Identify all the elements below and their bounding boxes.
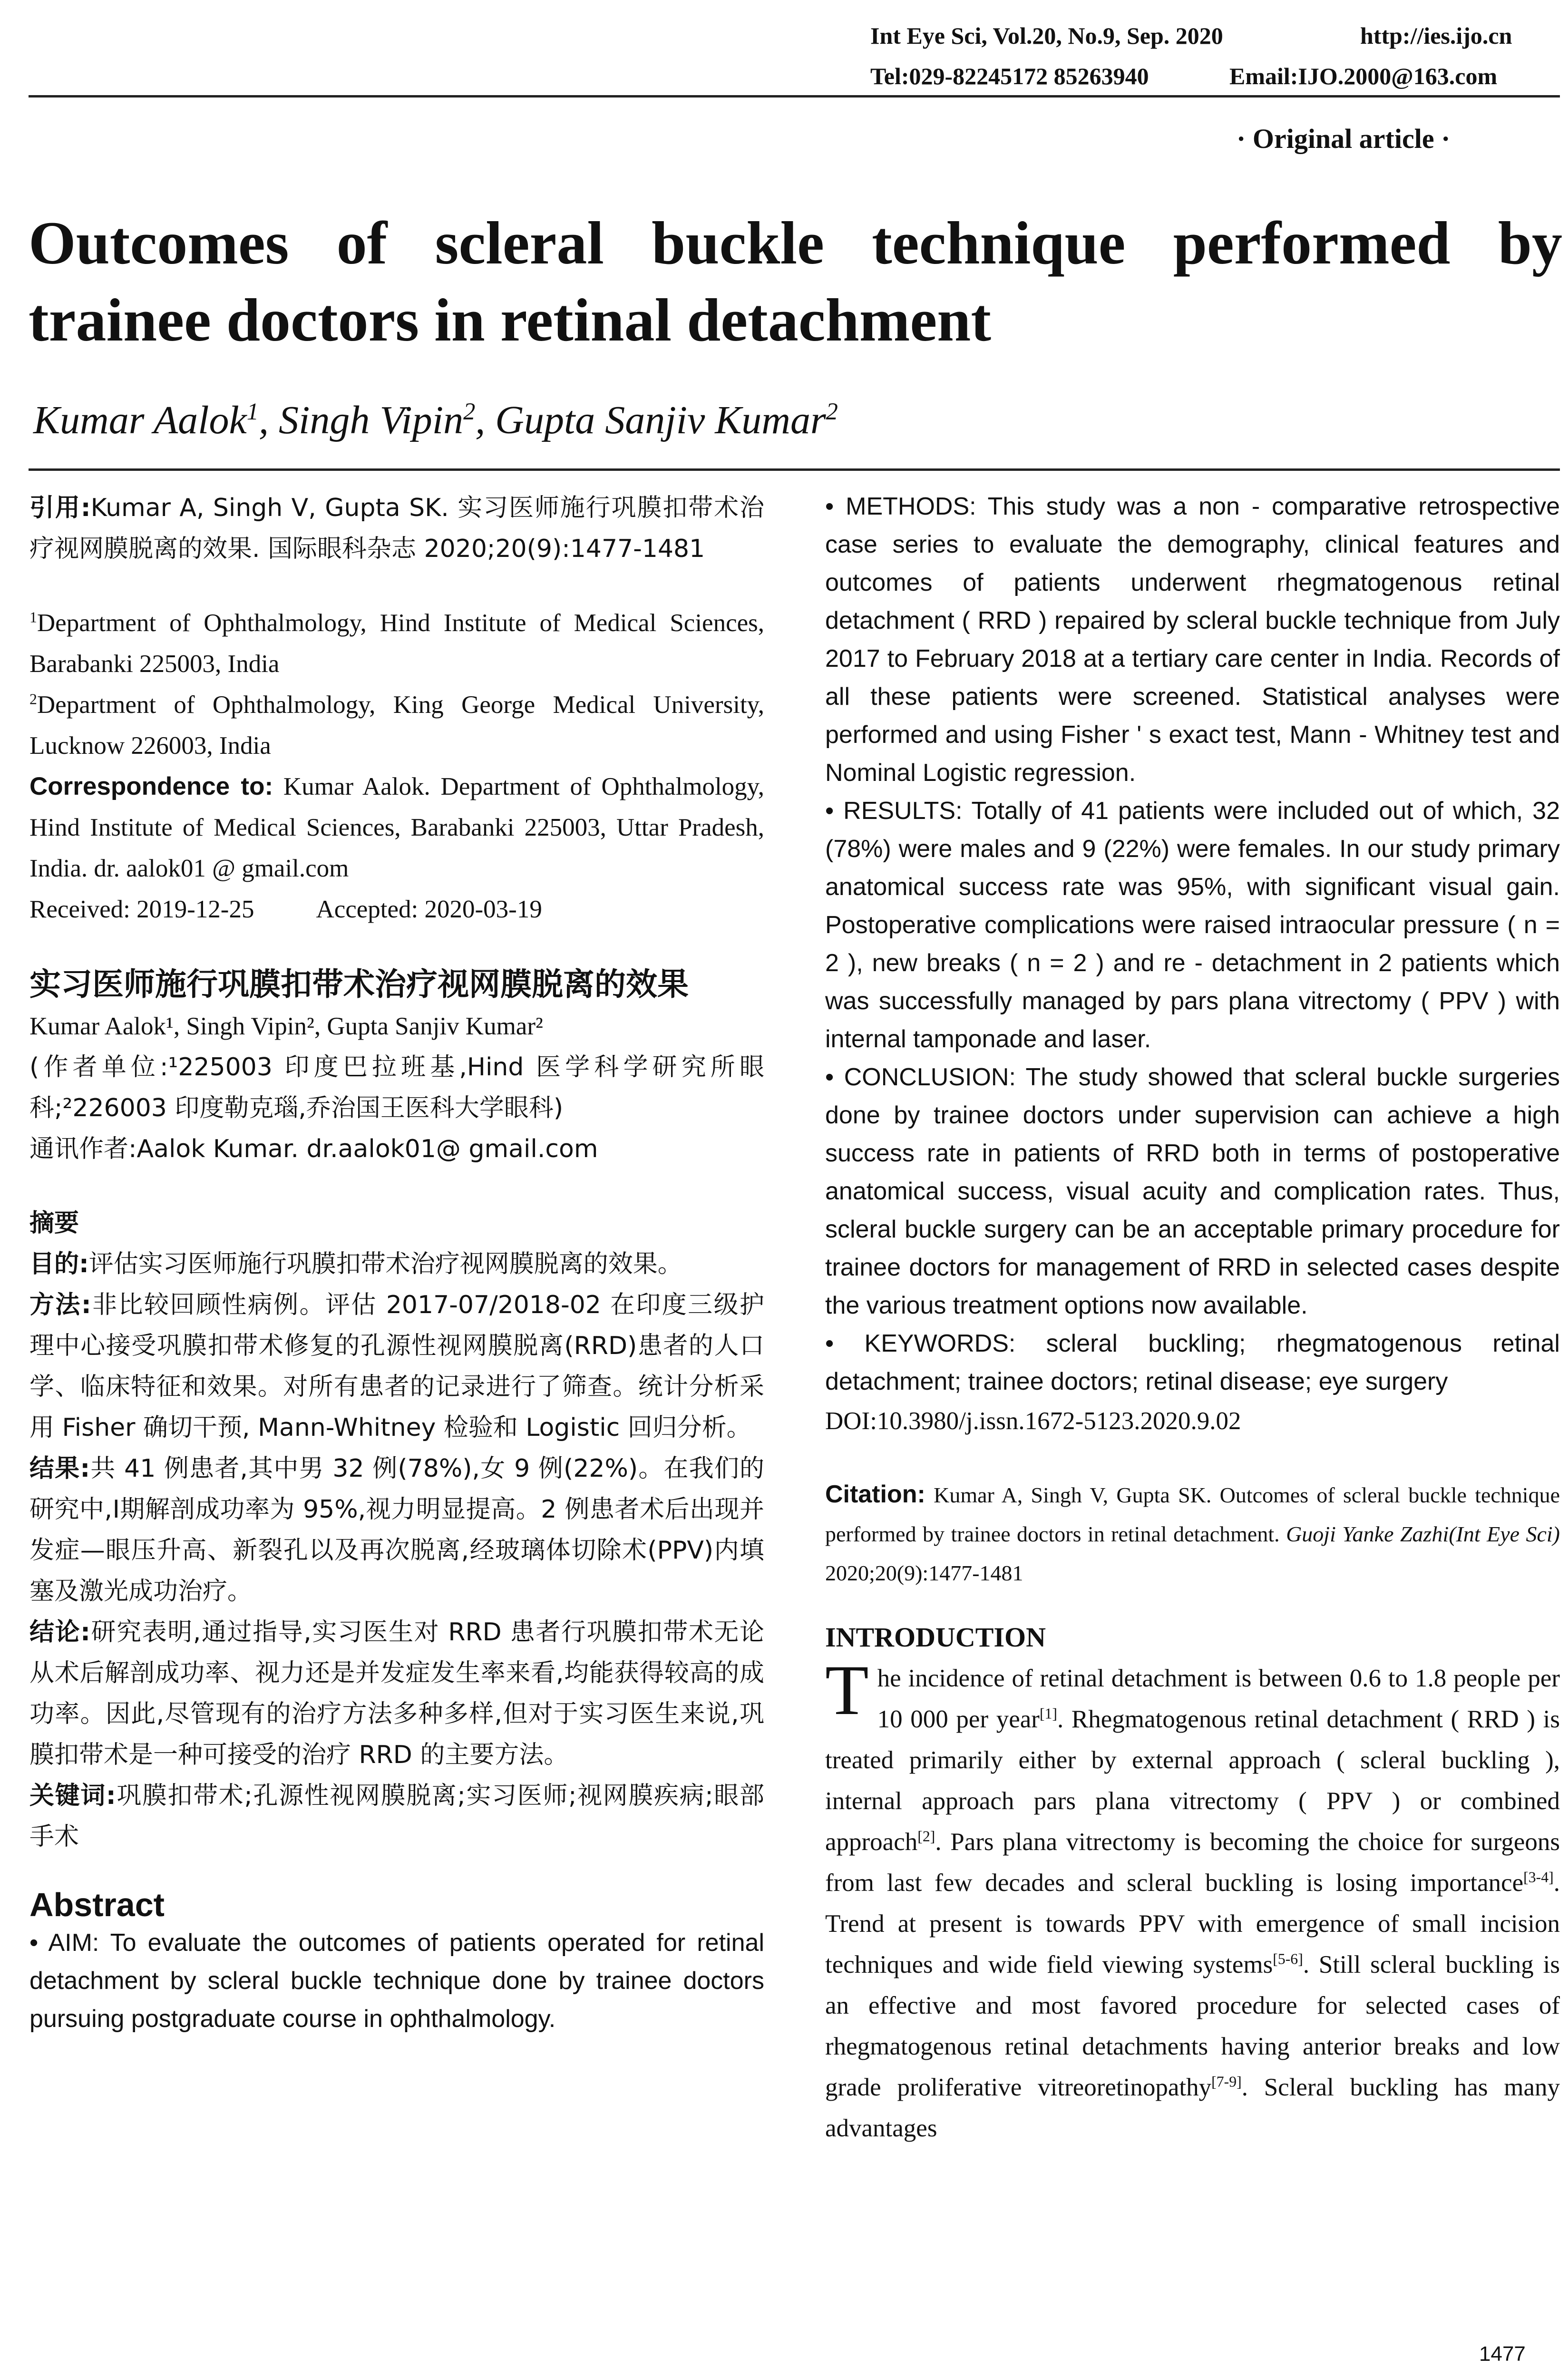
title-rule	[29, 468, 1560, 471]
right-column	[825, 487, 1560, 2149]
intro-text: . Pars plana vitrectomy is becoming the choice for surgeons from last few decades and scleral buckling is losing importance	[825, 1828, 1560, 1897]
affiliation-text: Department of Ophthalmology, Hind Institute of Medical Sciences, Barabanki 225003, India	[29, 609, 764, 678]
intro-text: he incidence of retinal detachment is between 0.6 to 1.8 people per 10 000 per year	[877, 1665, 1560, 1733]
citation	[825, 1475, 1560, 1593]
correspondence	[29, 766, 764, 889]
reference-mark: [3-4]	[1523, 1869, 1554, 1886]
citation-text: Kumar A, Singh V, Gupta SK. Outcomes of scleral buckle technique performed by trainee doctors in retinal detachment.	[825, 1483, 1560, 1546]
intro-text: . Still scleral buckling is an effective and most favored procedure for selected cases of rhegmatogenous retinal detachments having anterior breaks and low grade proliferative vitreoretinopathy	[825, 1951, 1560, 2101]
chinese-title: 实习医师施行巩膜扣带术治疗视网膜脱离的效果	[29, 966, 689, 1003]
abstract-methods: • METHODS: This study was a non - comparative retrospective case series to evaluate the demography, clinical features and outcomes of patients underwent rhegmatogenous retinal detachment ( RRD ) repaired by scleral buckle technique from July 2017 to February 2018 at a tertiary care center in India. Records of all these patients were screened. Statistical analyses were performed and using Fisher ' s exact test, Mann - Whitney test and Nominal Logistic regression.	[825, 493, 1560, 787]
affiliation-2	[29, 684, 764, 766]
author-name: Kumar Aalok	[33, 398, 247, 442]
chinese-aim	[29, 1244, 764, 1285]
doi: DOI:10.3980/j.issn.1672-5123.2020.9.02	[825, 1407, 1241, 1435]
abstract-results: • RESULTS: Totally of 41 patients were included out of which, 32 (78%) were males and 9 (22%) were females. In our study primary anatomical success rate was 95%, with significant visual gain. Postoperative complications were raised intraocular pressure ( n = 2 ), new breaks ( n = 2 ) and re - detachment in 2 patients which was successfully managed by pars plana vitrectomy ( PPV ) with internal tamponade and laser.	[825, 797, 1560, 1053]
article-title	[29, 205, 1562, 359]
title-line-1: Outcomes of scleral buckle technique performed by	[29, 209, 1562, 277]
chinese-units: (作者单位:¹225003 印度巴拉班基,Hind 医学科学研究所眼科;²226003 印度勒克瑙,乔治国王医科大学眼科)	[29, 1053, 764, 1122]
author-name: Gupta Sanjiv Kumar	[495, 398, 826, 442]
journal-tel: Tel:029-82245172 85263940	[870, 63, 1149, 89]
cite-label: 引用:	[29, 494, 91, 522]
author-affiliation-sup: 2	[463, 398, 476, 425]
chinese-conclusion	[29, 1612, 764, 1775]
abstract-heading: Abstract	[29, 1886, 165, 1923]
author-affiliation-sup: 2	[826, 398, 838, 425]
title-line-2: trainee doctors in retinal detachment	[29, 286, 991, 354]
journal-url: http://ies.ijo.cn	[1360, 22, 1512, 49]
correspondence-label: Correspondence to:	[29, 772, 273, 800]
citation-tail: 2020;20(9):1477-1481	[825, 1561, 1023, 1585]
chinese-methods	[29, 1285, 764, 1448]
header-rule	[29, 95, 1560, 97]
keywords-label: 关键词:	[29, 1782, 116, 1810]
affiliation-sup: 2	[29, 691, 37, 708]
affiliation-1	[29, 603, 764, 684]
chinese-results	[29, 1448, 764, 1612]
affiliation-text: Department of Ophthalmology, King George Medical University, Lucknow 226003, India	[29, 691, 764, 760]
conclusion-label: 结论:	[29, 1618, 90, 1646]
reference-mark: [5-6]	[1273, 1950, 1303, 1968]
correspondence-text: Kumar Aalok. Department of Ophthalmology, Hind Institute of Medical Sciences, Barabanki 225003, Uttar Pradesh, India. dr. aalok01 @ gmail.com	[29, 773, 764, 882]
drop-cap: T	[825, 1651, 869, 1730]
cite-text: Kumar A, Singh V, Gupta SK. 实习医师施行巩膜扣带术治疗视网膜脱离的效果. 国际眼科杂志 2020;20(9):1477-1481	[29, 494, 764, 563]
introduction-paragraph	[825, 1651, 1560, 2149]
chinese-citation	[29, 487, 764, 569]
journal-email: Email:IJO.2000@163.com	[1229, 63, 1498, 89]
reference-mark: [2]	[917, 1828, 935, 1845]
author-separator: ,	[475, 398, 496, 442]
intro-text: . Trend at present is towards PPV with emergence of small incision techniques and wide field viewing systems	[825, 1869, 1560, 1978]
author-list	[33, 397, 838, 443]
accepted-date: Accepted: 2020-03-19	[316, 896, 542, 923]
aim-label: 目的:	[29, 1250, 89, 1278]
chinese-keywords	[29, 1775, 764, 1857]
author-affiliation-sup: 1	[246, 398, 259, 425]
dates-line	[29, 889, 764, 930]
author-separator: ,	[259, 398, 279, 442]
methods-text: 非比较回顾性病例。评估 2017-07/2018-02 在印度三级护理中心接受巩膜扣带术修复的孔源性视网膜脱离(RRD)患者的人口学、临床特征和效果。对所有患者的记录进行了筛查。统计分析采用 Fisher 确切干预, Mann-Whitney 检验和 Logistic 回归分析。	[29, 1291, 764, 1442]
reference-mark: [7-9]	[1211, 2073, 1242, 2090]
intro-text: . Rhegmatogenous retinal detachment ( RRD ) is treated primarily either by external approach ( scleral buckling ), internal approach pars plana vitrectomy ( PPV ) or combined approach	[825, 1705, 1560, 1856]
results-label: 结果:	[29, 1454, 90, 1483]
aim-text: 评估实习医师施行巩膜扣带术治疗视网膜脱离的效果。	[88, 1250, 682, 1278]
results-text: 共 41 例患者,其中男 32 例(78%),女 9 例(22%)。在我们的研究中,Ⅰ期解剖成功率为 95%,视力明显提高。2 例患者术后出现并发症—眼压升高、新裂孔以及再次脱离,经玻璃体切除术(PPV)内填塞及激光成功治疗。	[29, 1454, 764, 1606]
abstract-aim: • AIM: To evaluate the outcomes of patients operated for retinal detachment by scleral buckle technique done by trainee doctors pursuing postgraduate course in ophthalmology.	[29, 1929, 764, 2033]
keywords-text: 巩膜扣带术;孔源性视网膜脱离;实习医师;视网膜疾病;眼部手术	[29, 1782, 764, 1851]
page-number: 1477	[1479, 2342, 1526, 2366]
author-name: Singh Vipin	[279, 398, 464, 442]
abstract-keywords: • KEYWORDS: scleral buckling; rhegmatogenous retinal detachment; trainee doctors; retinal disease; eye surgery	[825, 1330, 1560, 1395]
abstract-conclusion: • CONCLUSION: The study showed that scleral buckle surgeries done by trainee doctors under supervision can achieve a high success rate in patients of RRD both in terms of postoperative anatomical success, visual acuity and complication rates. Thus, scleral buckle surgery can be an acceptable primary procedure for trainee doctors for management of RRD in selected cases despite the various treatment options now available.	[825, 1063, 1560, 1319]
citation-journal: Guoji Yanke Zazhi(Int Eye Sci)	[1286, 1522, 1560, 1546]
methods-label: 方法:	[29, 1291, 91, 1319]
introduction-heading: INTRODUCTION	[825, 1622, 1046, 1653]
chinese-correspondence: 通讯作者:Aalok Kumar. dr.aalok01@ gmail.com	[29, 1135, 598, 1163]
citation-label: Citation:	[825, 1481, 925, 1508]
journal-line: Int Eye Sci, Vol.20, No.9, Sep. 2020	[870, 22, 1223, 49]
reference-mark: [1]	[1039, 1705, 1058, 1722]
article-type: · Original article ·	[1237, 123, 1451, 154]
chinese-authors: Kumar Aalok¹, Singh Vipin², Gupta Sanjiv Kumar²	[29, 1013, 543, 1040]
conclusion-text: 研究表明,通过指导,实习医生对 RRD 患者行巩膜扣带术无论从术后解剖成功率、视力还是并发症发生率来看,均能获得较高的成功率。因此,尽管现有的治疗方法多种多样,但对于实习医生来说,巩膜扣带术是一种可接受的治疗 RRD 的主要方法。	[29, 1618, 764, 1769]
left-column	[29, 487, 764, 2038]
received-date: Received: 2019-12-25	[29, 896, 254, 923]
chinese-abstract-heading: 摘要	[29, 1209, 79, 1237]
affiliation-sup: 1	[29, 609, 37, 626]
intro-text: . Scleral buckling has many advantages	[825, 2074, 1560, 2142]
